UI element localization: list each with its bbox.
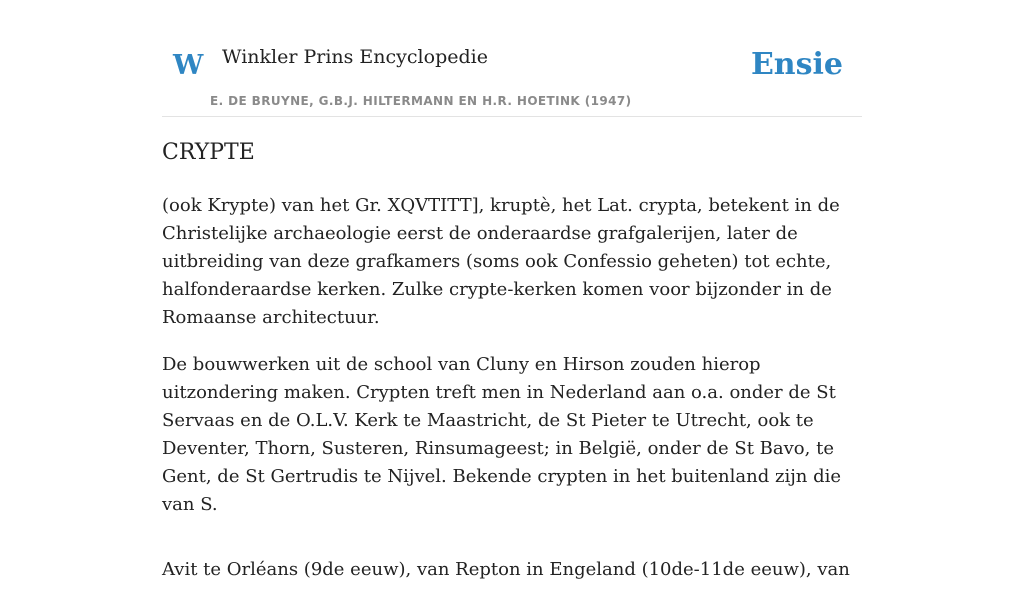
article-paragraph: Avit te Orléans (9de eeuw), van Repton in Engeland (10de-11de eeuw), van bbox=[162, 559, 850, 580]
article-title: CRYPTE bbox=[162, 140, 255, 165]
ensie-brand-logo[interactable]: Ensie bbox=[750, 47, 843, 82]
article-paragraph: (ook Krypte) van het Gr. XQVTITT], kruptè, het Lat. crypta, betekent in de Christelijke archaeologie eerst de onderaardse grafgalerijen, later de uitbreiding van deze grafkamers (soms ook Confessio geheten) tot echte, halfonderaardse kerken. Zulke crypte-kerken komen voor bijzonder in de Romaanse architectuur. bbox=[162, 195, 840, 328]
publication-title[interactable]: Winkler Prins Encyclopedie bbox=[222, 46, 488, 68]
authors-byline: E. DE BRUYNE, G.B.J. HILTERMANN EN H.R. HOETINK (1947) bbox=[210, 94, 632, 108]
article-paragraph: De bouwwerken uit de school van Cluny en Hirson zouden hierop uitzondering maken. Crypten treft men in Nederland aan o.a. onder de St Servaas en de O.L.V. Kerk te Maastricht, de St Pieter te Utrecht, ook te Deventer, Thorn, Susteren, Rinsumageest; in België, onder de St Bavo, te Gent, de St Gertrudis te Nijvel. Bekende crypten in het buitenland zijn die van S. bbox=[162, 354, 842, 515]
article-body bbox=[162, 192, 862, 603]
site-header bbox=[162, 0, 862, 117]
winkler-prins-logo-icon[interactable]: W bbox=[173, 50, 204, 81]
